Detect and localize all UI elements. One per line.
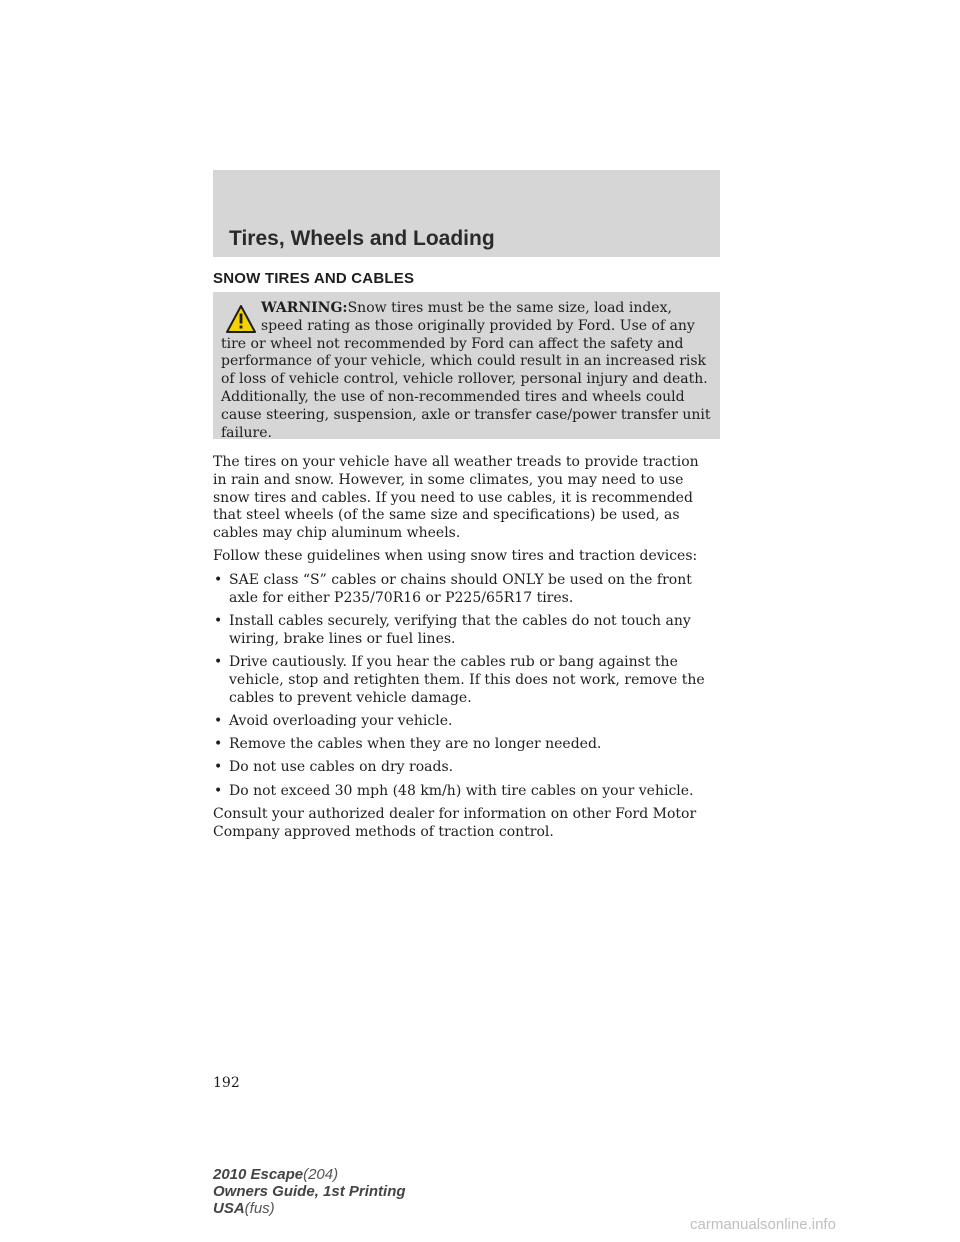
intro-paragraph: The tires on your vehicle have all weather treads to provide traction in rain and snow. However, in some climates, you may need to use snow tires and cables. If you need to use cables, it is recommended that steel wheels (of the same size and specifications) be used, as cables may chip aluminum wheels. — [213, 454, 699, 542]
section-heading: SNOW TIRES AND CABLES — [213, 270, 415, 287]
watermark: carmanualsonline.info — [690, 1216, 836, 1233]
list-item: • Avoid overloading your vehicle. — [214, 712, 453, 729]
list-item: • Do not exceed 30 mph (48 km/h) with tire cables on your vehicle. — [214, 782, 694, 799]
warning-text — [221, 300, 715, 442]
warning-label: WARNING: — [261, 300, 348, 316]
warning-box — [213, 292, 720, 439]
bullet-icon: • — [214, 759, 223, 776]
closing-paragraph: Consult your authorized dealer for information on other Ford Motor Company approved methods of traction control. — [213, 806, 697, 840]
bullet-icon: • — [214, 612, 223, 629]
footer — [213, 1166, 406, 1217]
list-item: • SAE class “S” cables or chains should ONLY be used on the front axle for either P235/70R16 or P225/65R17 tires. — [214, 571, 692, 606]
footer-line-3: USA(fus) — [213, 1200, 275, 1217]
list-item: • Drive cautiously. If you hear the cables rub or bang against the vehicle, stop and retighten them. If this does not work, remove the cables to prevent vehicle damage. — [214, 653, 705, 706]
bullet-icon: • — [214, 571, 223, 588]
warning-body: Snow tires must be the same size, load index, speed rating as those originally provided by Ford. Use of any tire or wheel not recommended by Ford can affect the safety and performance of your vehicle, which could result in an increased risk of loss of vehicle control, vehicle rollover, personal injury and death. Additionally, the use of non-recommended tires and wheels could cause steering, suspension, axle or transfer case/power transfer unit failure. — [221, 300, 711, 441]
bullet-icon: • — [214, 712, 223, 729]
bullet-icon: • — [214, 782, 223, 799]
footer-line-1: 2010 Escape(204) — [213, 1166, 339, 1183]
guidelines-list — [213, 572, 713, 801]
bullet-icon: • — [214, 736, 223, 753]
list-item: • Do not use cables on dry roads. — [214, 759, 454, 776]
page-number: 192 — [213, 1075, 240, 1091]
footer-line-2: Owners Guide, 1st Printing — [213, 1183, 406, 1200]
list-item: • Install cables securely, verifying that the cables do not touch any wiring, brake lines or fuel lines. — [214, 612, 691, 647]
list-item: • Remove the cables when they are no longer needed. — [214, 736, 602, 753]
page-title: Tires, Wheels and Loading — [229, 227, 495, 250]
section-header-band — [213, 170, 720, 257]
body-text — [213, 454, 713, 847]
guidelines-intro: Follow these guidelines when using snow tires and traction devices: — [213, 548, 698, 565]
bullet-icon: • — [214, 653, 223, 670]
